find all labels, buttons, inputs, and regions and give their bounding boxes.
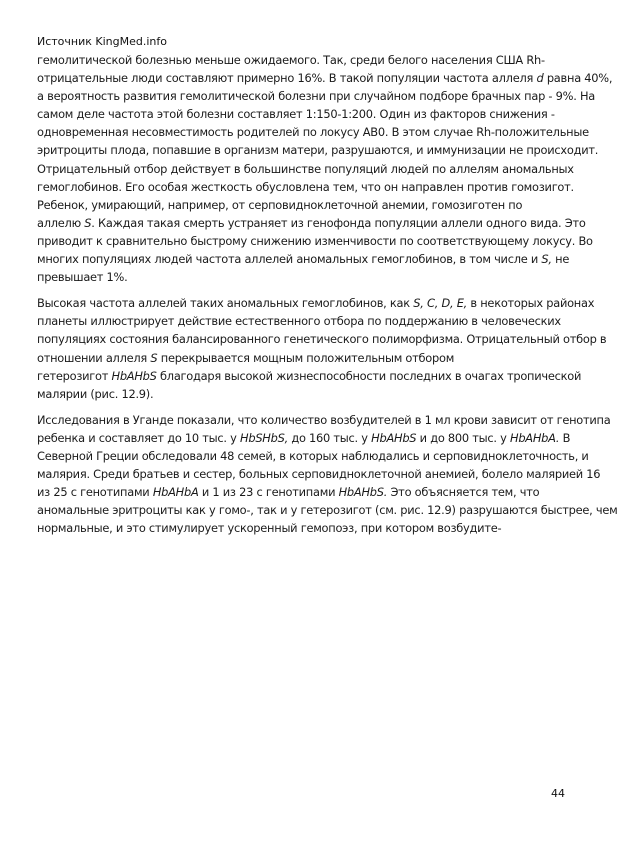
text-run: перекрывается мощным положительным отбором xyxy=(157,350,455,365)
text-line xyxy=(37,178,577,196)
text-run: эритроциты плода, попавшие в организм матери, разрушаются, и иммунизации не происходит. xyxy=(37,143,599,158)
text-run: популяциях состояния балансированного генетического полиморфизма. Отрицательный отбор в xyxy=(37,332,607,347)
text-run: Северной Греции обследовали 48 семей, в которых наблюдались и серповидноклеточность, и xyxy=(37,448,589,463)
text-line xyxy=(37,105,577,123)
text-run: одновременная несовместимость родителей по локусу АВ0. В этом случае Rh-положительные xyxy=(37,125,589,140)
text-line xyxy=(37,268,577,286)
italic-term: HbAHbS. xyxy=(338,485,388,500)
page-number: 44 xyxy=(551,787,565,800)
text-run: Отрицательный отбор действует в большинстве популяций людей по аллелям аномальных xyxy=(37,161,574,176)
text-line xyxy=(37,411,611,429)
italic-term: HbAHbS xyxy=(371,430,417,445)
text-run: и до 800 тыс. у xyxy=(416,430,511,445)
text-run: ребенка и составляет до 10 тыс. у xyxy=(37,430,241,445)
text-line xyxy=(37,349,577,367)
source-label: Источник KingMed.info xyxy=(37,35,167,48)
paragraph xyxy=(37,51,613,286)
italic-term: S, xyxy=(541,252,552,267)
italic-term: S, C, D, E, xyxy=(413,296,468,311)
text-run: превышает 1%. xyxy=(37,270,128,285)
text-run: многих популяциях людей частота аллелей аномальных гемоглобинов, в том числе и xyxy=(37,252,542,267)
text-run: а вероятность развития гемолитической болезни при случайном подборе брачных пар - 9%. На xyxy=(37,89,596,104)
text-line xyxy=(37,196,577,214)
text-run: самом деле частота этой болезни составляет 1:150-1:200. Один из факторов снижения - xyxy=(37,107,555,122)
text-run: отношении аллеля xyxy=(37,350,151,365)
text-line xyxy=(37,483,577,501)
text-line xyxy=(37,465,601,483)
text-run: в некоторых районах xyxy=(467,296,595,311)
text-line xyxy=(37,367,582,385)
text-line xyxy=(37,214,586,232)
text-run: малярия. Среди братьев и сестер, больных серповидноклеточной анемией, болело малярией 16 xyxy=(37,467,601,482)
paragraph xyxy=(37,294,607,403)
text-run: аномальные эритроциты как у гомо-, так и у гетерозигот (см. рис. 12.9) разрушаются быстрее, чем xyxy=(37,503,617,518)
text-run: до 160 тыс. у xyxy=(287,430,372,445)
text-run: благодаря высокой жизнеспособности последних в очагах тропической xyxy=(156,368,582,383)
text-run: гемоглобинов. Его особая жесткость обусловлена тем, что он направлен против гомозигот. xyxy=(37,179,574,194)
text-line xyxy=(37,429,577,447)
text-run: Ребенок, умирающий, например, от серповидноклеточной анемии, гомозиготен по xyxy=(37,197,523,212)
paragraph xyxy=(37,411,617,538)
text-run: не xyxy=(551,252,570,267)
italic-term: HbAHbS xyxy=(111,368,157,383)
text-line xyxy=(37,312,577,330)
text-line xyxy=(37,501,617,519)
text-line xyxy=(37,447,589,465)
italic-term: d xyxy=(536,71,544,86)
text-run: гемолитической болезнью меньше ожидаемого. Так, среди белого населения США Rh- xyxy=(37,53,545,67)
text-line xyxy=(37,160,577,178)
italic-term: S xyxy=(84,215,92,230)
text-line xyxy=(37,141,599,159)
text-run: нормальные, и это стимулирует ускоренный гемопоэз, при котором возбудите- xyxy=(37,521,502,536)
text-run: . Каждая такая смерть устраняет из генофонда популяции аллели одного вида. Это xyxy=(91,215,586,230)
text-line xyxy=(37,69,613,87)
text-line xyxy=(37,232,593,250)
text-run: Исследования в Уганде показали, что количество возбудителей в 1 мл крови зависит от генотипа xyxy=(37,412,611,427)
text-run: В xyxy=(559,430,571,445)
text-line xyxy=(37,519,577,537)
text-line xyxy=(37,51,577,69)
text-run: гетерозигот xyxy=(37,368,112,383)
text-run: малярии (рис. 12.9). xyxy=(37,386,154,401)
italic-term: HbAHbA xyxy=(152,485,199,500)
text-run: и 1 из 23 с генотипами xyxy=(198,485,339,500)
text-run: Это объясняется тем, что xyxy=(387,485,540,500)
text-line xyxy=(37,330,607,348)
text-line xyxy=(37,250,577,268)
text-run: аллелю xyxy=(37,215,85,230)
italic-term: HbSHbS, xyxy=(240,430,288,445)
text-line xyxy=(37,87,596,105)
text-run: равна 40%, xyxy=(543,71,613,86)
text-run: отрицательные люди составляют примерно 16%. В такой популяции частота аллеля xyxy=(37,71,537,86)
document-body xyxy=(37,51,617,545)
text-run: Высокая частота аллелей таких аномальных гемоглобинов, как xyxy=(37,296,414,311)
italic-term: HbAHbA. xyxy=(510,430,560,445)
text-run: из 25 с генотипами xyxy=(37,485,153,500)
text-line xyxy=(37,123,589,141)
text-run: планеты иллюстрирует действие естественного отбора по поддержанию в человеческих xyxy=(37,314,561,329)
text-line xyxy=(37,385,577,403)
text-line xyxy=(37,294,595,312)
italic-term: S xyxy=(150,350,158,365)
text-run: приводит к сравнительно быстрому снижению изменчивости по соответствующему локусу. Во xyxy=(37,233,593,248)
